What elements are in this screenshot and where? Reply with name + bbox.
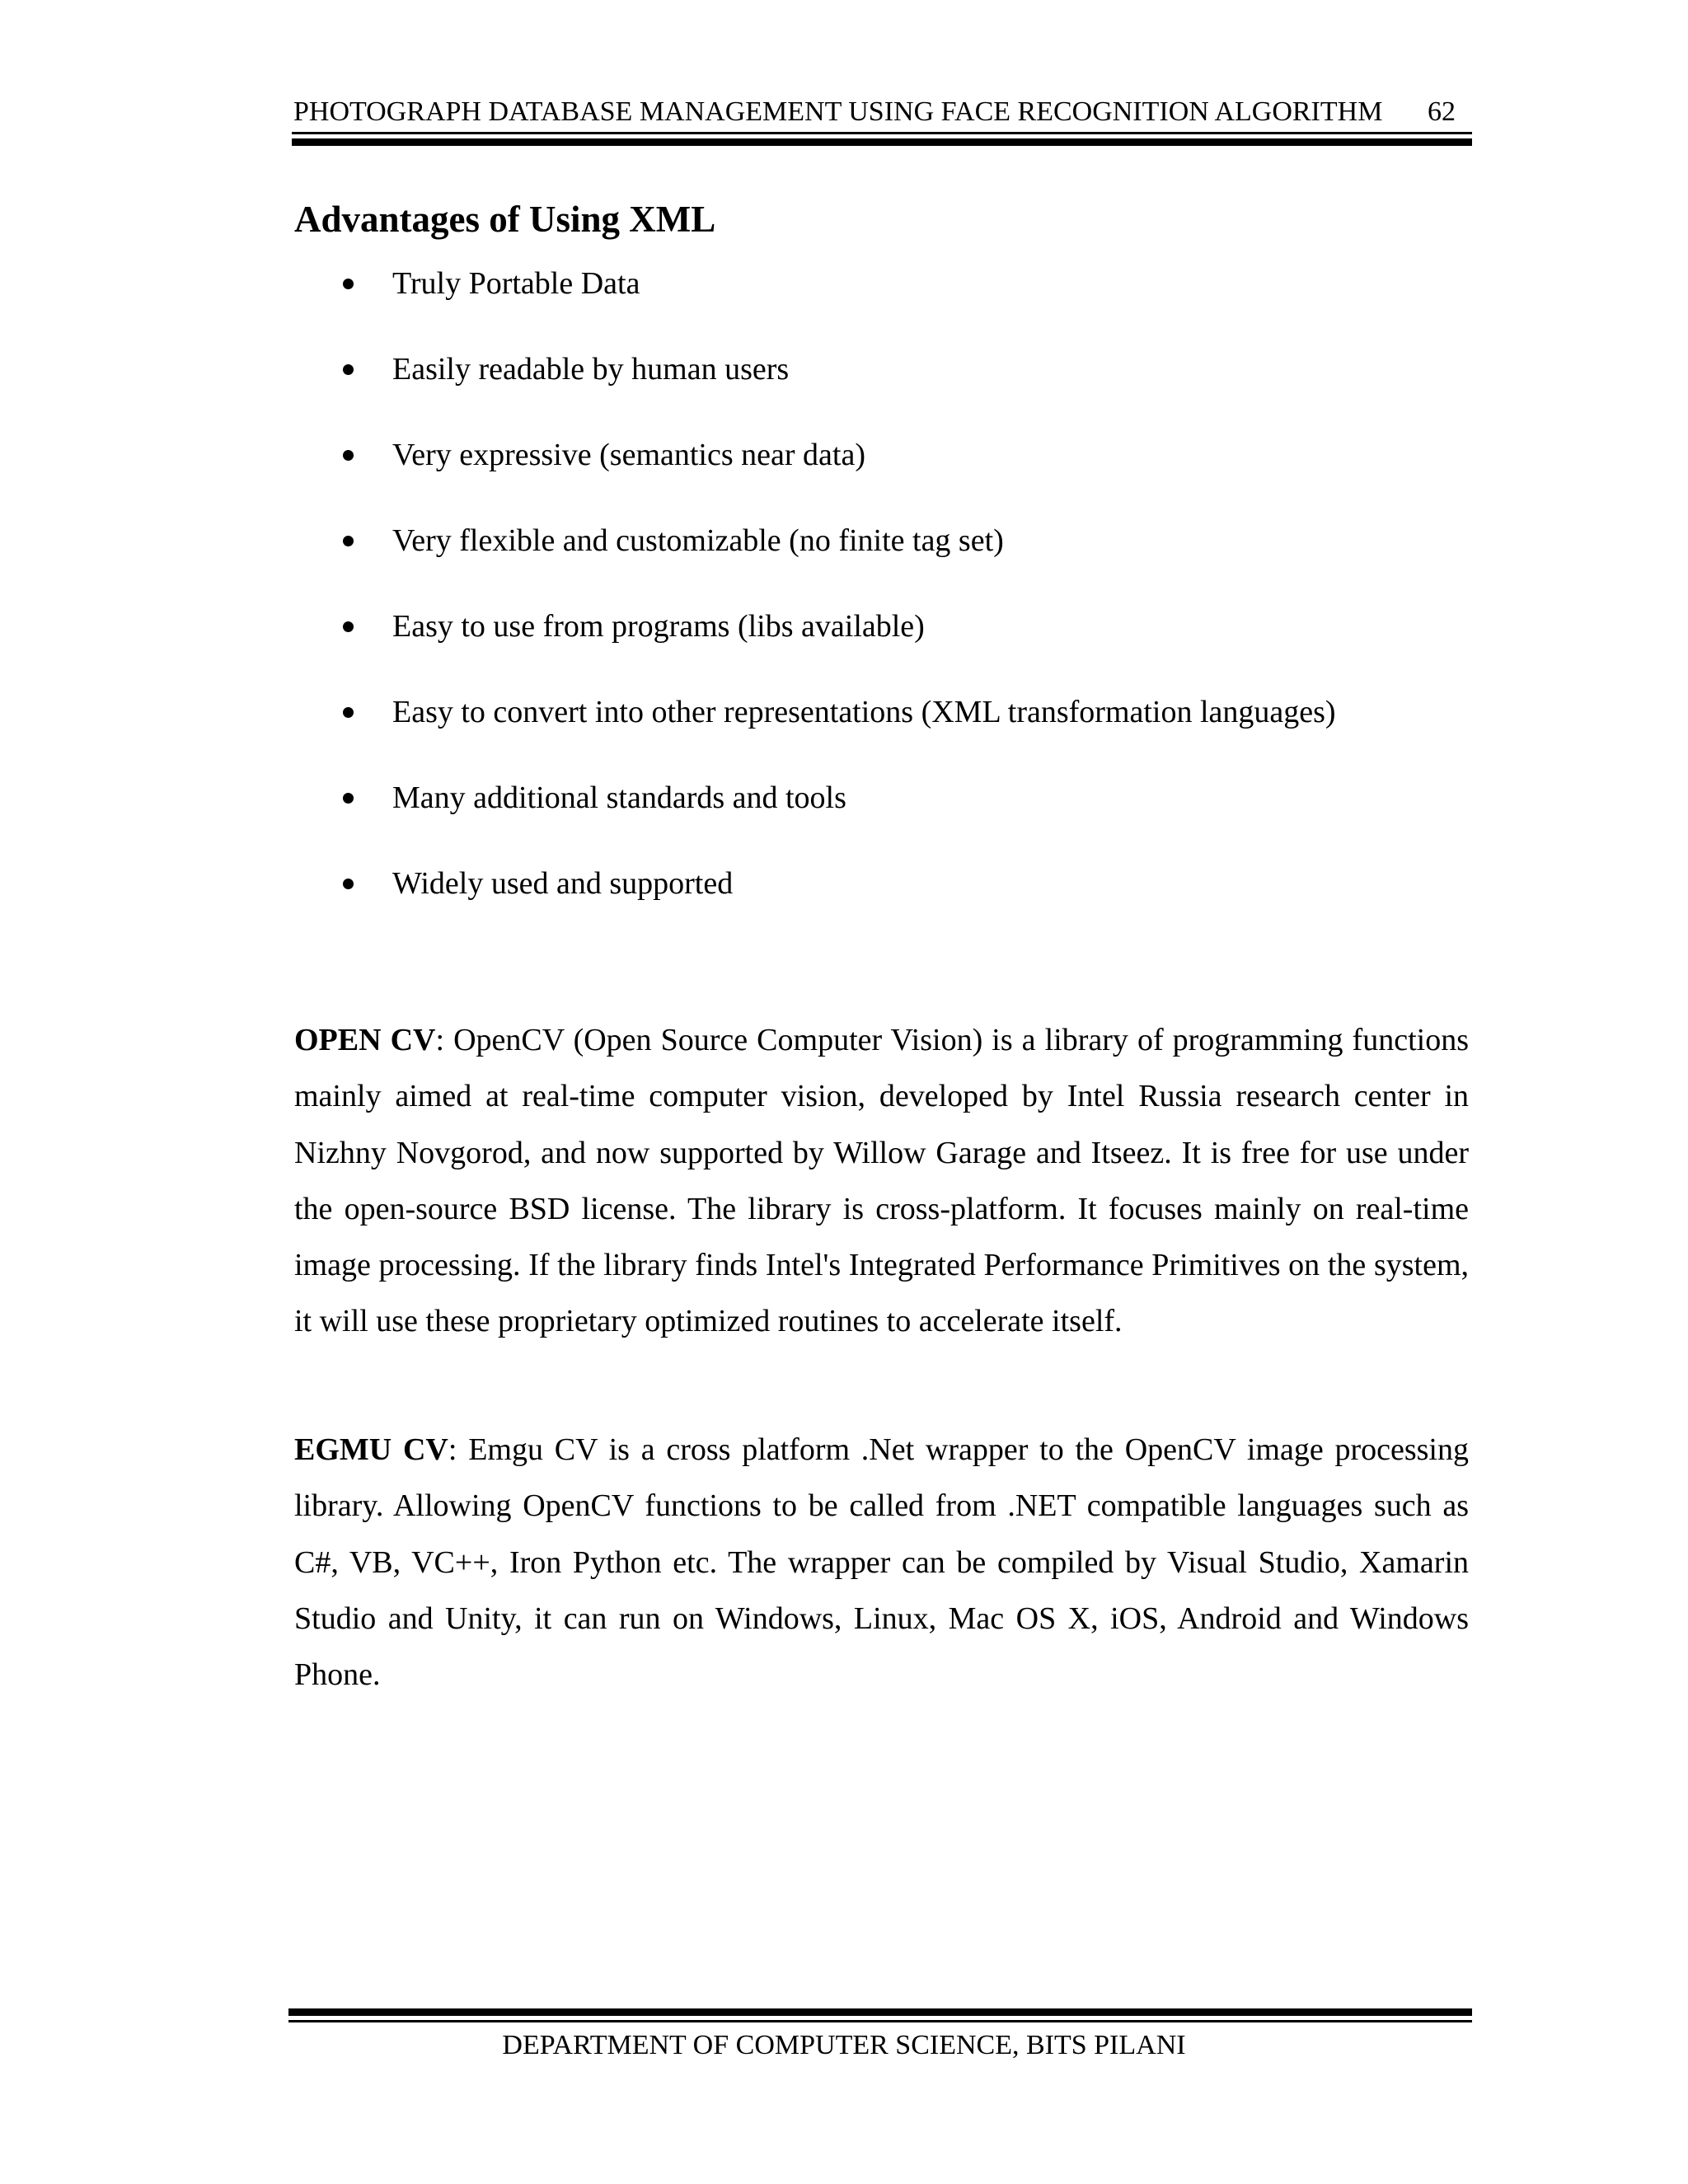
header-title: PHOTOGRAPH DATABASE MANAGEMENT USING FACE RECOGNITION ALGORITHM <box>293 96 1383 127</box>
opencv-description: : OpenCV (Open Source Computer Vision) is a library of programming functions mainly aimed at real-time computer vision, developed by Intel Russia research center in Nizhny Novgorod, and now supported by Willow Garage and Itseez. It is free for use under the open-source BSD license. The library is cross-platform. It focuses mainly on real-time image processing. If the library finds Intel's Integrated Performance Primitives on the system, it will use these proprietary optimized routines to accelerate itself. <box>294 1023 1469 1339</box>
emgu-description: : Emgu CV is a cross platform .Net wrapper to the OpenCV image processing library. Allowing OpenCV functions to be called from .NET compatible languages such as C#, VB, VC++, Iron Python etc. The wrapper can be compiled by Visual Studio, Xamarin Studio and Unity, it can run on Windows, Linux, Mac OS X, iOS, Android and Windows Phone. <box>294 1432 1469 1693</box>
list-item-text: Very flexible and customizable (no finite tag set) <box>392 523 1004 558</box>
emgu-term: EGMU CV <box>294 1432 448 1467</box>
list-item-text: Many additional standards and tools <box>392 780 846 815</box>
list-item-text: Truly Portable Data <box>392 266 640 301</box>
header-rule-thick <box>292 138 1472 146</box>
footer-rule-thin <box>288 2020 1472 2022</box>
bullet-icon <box>343 279 354 289</box>
bullet-icon <box>343 364 354 375</box>
emgu-paragraph <box>294 1422 1469 1703</box>
bullet-icon <box>343 536 354 546</box>
list-item-text: Easy to convert into other representations (XML transformation languages) <box>392 695 1336 729</box>
bullet-icon <box>343 450 354 461</box>
bullet-icon <box>343 879 354 889</box>
bullet-icon <box>343 707 354 718</box>
section-heading: Advantages of Using XML <box>294 199 716 240</box>
opencv-term: OPEN CV <box>294 1023 436 1057</box>
bullet-icon <box>343 621 354 632</box>
header-rule-thin <box>292 132 1472 134</box>
bullet-icon <box>343 793 354 804</box>
page-number: 62 <box>1428 96 1456 127</box>
list-item-text: Easy to use from programs (libs available) <box>392 609 925 644</box>
list-item-text: Very expressive (semantics near data) <box>392 438 865 472</box>
opencv-paragraph <box>294 1012 1469 1350</box>
list-item-text: Easily readable by human users <box>392 352 790 387</box>
footer-rule-thick <box>288 2008 1472 2016</box>
page-header <box>292 96 1472 129</box>
list-item-text: Widely used and supported <box>392 866 734 901</box>
page-footer: DEPARTMENT OF COMPUTER SCIENCE, BITS PILANI <box>502 2030 1186 2060</box>
